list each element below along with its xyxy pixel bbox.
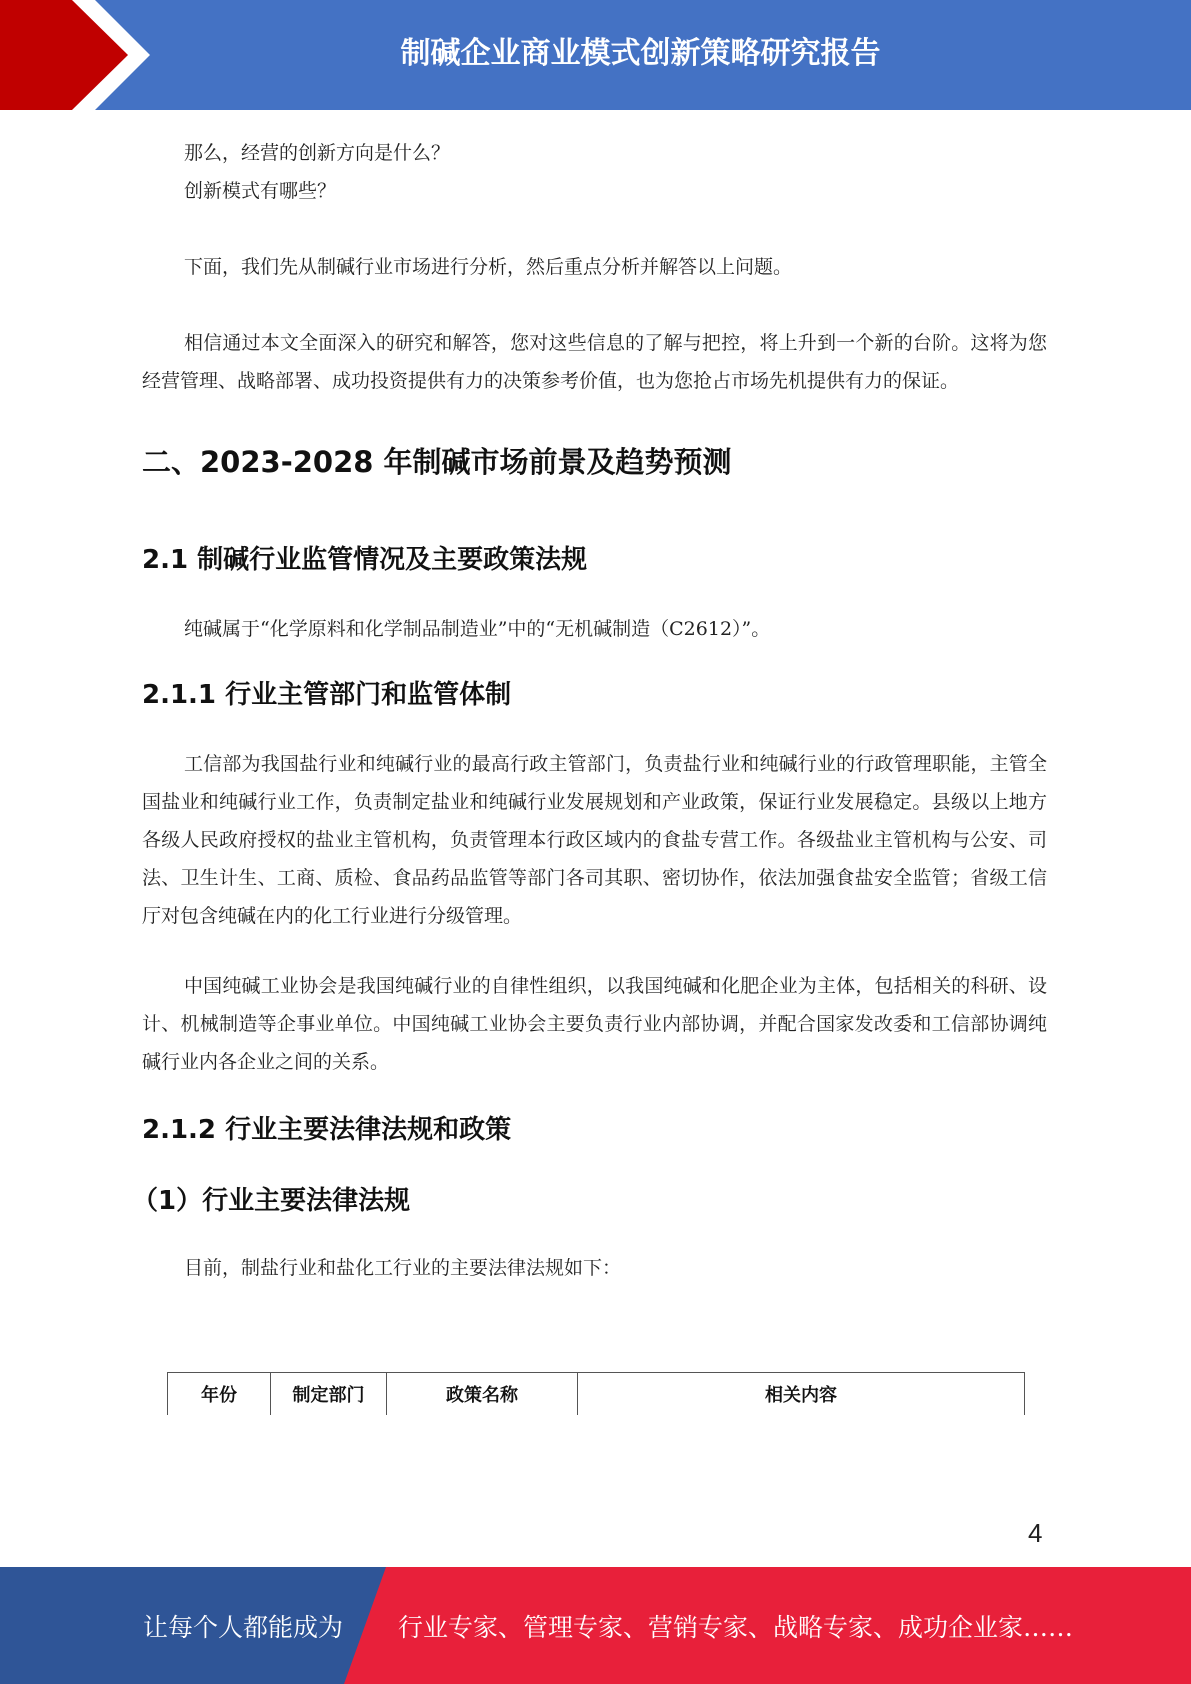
question-line-1: 那么，经营的创新方向是什么？ [184,142,451,164]
col-header-year: 年份 [168,1373,271,1416]
policy-table [167,1372,1025,1415]
footer-slogan-left: 让每个人都能成为 [143,1613,344,1642]
page-number: 4 [1028,1518,1043,1548]
table-header-row [168,1373,1025,1416]
section-heading: 二、2023-2028 年制碱市场前景及趋势预测 [142,445,732,479]
col-header-department: 制定部门 [271,1373,387,1416]
report-title: 制碱企业商业模式创新策略研究报告 [400,36,881,71]
col-header-policy-name: 政策名称 [387,1373,578,1416]
page-content [132,134,1047,1287]
law-intro-paragraph: 目前，制盐行业和盐化工行业的主要法律法规如下： [184,1257,622,1279]
intro-paragraph: 下面，我们先从制碱行业市场进行分析，然后重点分析并解答以上问题。 [184,256,793,278]
classification-paragraph: 纯碱属于“化学原料和化学制品制造业”中的“无机碱制造（C2612）”。 [184,618,771,640]
page-footer [0,1567,1191,1684]
col-header-content: 相关内容 [578,1373,1025,1416]
belief-paragraph: 相信通过本文全面深入的研究和解答，您对这些信息的了解与把控，将上升到一个新的台阶。这将为您经营管理、战略部署、成功投资提供有力的决策参考价值，也为您抢占市场先机提供有力的保证。 [142,332,1047,392]
footer-slogan-right: 行业专家、管理专家、营销专家、战略专家、成功企业家…… [398,1613,1074,1642]
regulator-paragraph: 工信部为我国盐行业和纯碱行业的最高行政主管部门，负责盐行业和纯碱行业的行政管理职能，主管全国盐业和纯碱行业工作，负责制定盐业和纯碱行业发展规划和产业政策，保证行业发展稳定。县级以上地方各级人民政府授权的盐业主管机构，负责管理本行政区域内的食盐专营工作。各级盐业主管机构与公安、司法、卫生计生、工商、质检、食品药品监管等部门各司其职、密切协作，依法加强食盐安全监管；省级工信厅对包含纯碱在内的化工行业进行分级管理。 [142,753,1047,927]
subsection-heading-2-1-2: 2.1.2 行业主要法律法规和政策 [142,1115,512,1145]
association-paragraph: 中国纯碱工业协会是我国纯碱行业的自律性组织，以我国纯碱和化肥企业为主体，包括相关的科研、设计、机械制造等企事业单位。中国纯碱工业协会主要负责行业内部协调，并配合国家发改委和工信部协调纯碱行业内各企业之间的关系。 [142,975,1047,1073]
subsection-heading-2-1: 2.1 制碱行业监管情况及主要政策法规 [142,545,588,575]
law-heading: （1）行业主要法律法规 [132,1186,411,1216]
question-line-2: 创新模式有哪些？ [184,180,337,202]
page-header [0,0,1191,110]
subsection-heading-2-1-1: 2.1.1 行业主管部门和监管体制 [142,680,512,710]
